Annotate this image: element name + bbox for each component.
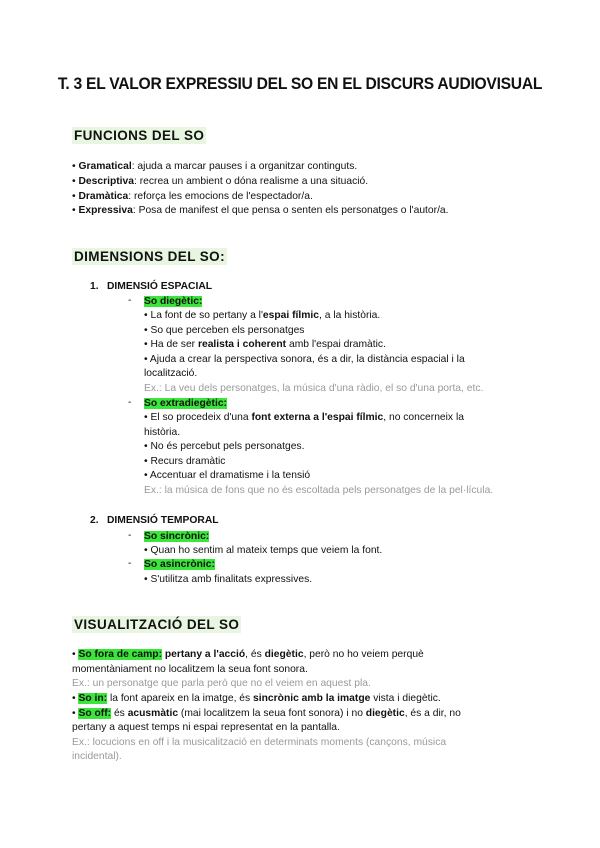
list-number: 1. — [90, 281, 99, 292]
list-item-continuation: pertany a aquest temps ni espai representat en la pantalla. — [72, 722, 340, 733]
list-item: • Recurs dramàtic — [144, 456, 226, 467]
list-item: • So fora de camp: pertany a l'acció, és diegètic, però no ho veiem perquè — [72, 649, 424, 660]
list-item: • La font de so pertany a l'espai fílmic, a la història. — [144, 310, 381, 321]
list-item: • Expressiva: Posa de manifest el que pensa o senten els personatges o l'autor/a. — [72, 205, 449, 216]
list-item: • So in: la font apareix en la imatge, és sincrònic amb la imatge vista i diegètic. — [72, 693, 441, 704]
dash-marker: - — [128, 397, 132, 408]
subsection-title-espacial: DIMENSIÓ ESPACIAL — [107, 281, 213, 292]
example-text: Ex.: La veu dels personatges, la música d'una ràdio, el so d'una porta, etc. — [144, 383, 484, 394]
page-title: T. 3 EL VALOR EXPRESSIU DEL SO EN EL DISCURS AUDIOVISUAL — [57, 74, 543, 93]
list-item: • Quan ho sentim al mateix temps que veiem la font. — [144, 545, 383, 556]
section-heading-visualitzacio: VISUALITZACIÓ DEL SO — [74, 617, 240, 632]
label-sincronic: So sincrònic: — [144, 531, 210, 542]
list-item: • So off: és acusmàtic (mai localitzem la seua font sonora) i no diegètic, és a dir, no — [72, 708, 461, 719]
list-item: • Accentuar el dramatisme i la tensió — [144, 470, 311, 481]
list-item: • Gramatical: ajuda a marcar pauses i a organitzar continguts. — [72, 161, 358, 172]
dash-marker: - — [128, 558, 132, 569]
list-item: • No és percebut pels personatges. — [144, 441, 305, 452]
section-heading-funcions: FUNCIONS DEL SO — [74, 128, 205, 143]
example-text-continuation: incidental). — [72, 751, 122, 762]
label-diegetic: So diegètic: — [144, 296, 203, 307]
list-item: • Dramàtica: reforça les emocions de l'espectador/a. — [72, 191, 313, 202]
list-item: • Descriptiva: recrea un ambient o dóna realisme a una situació. — [72, 176, 369, 187]
list-item: • So que perceben els personatges — [144, 325, 305, 336]
label-extradiegetic: So extradiegètic: — [144, 398, 227, 409]
dash-marker: - — [128, 295, 132, 306]
example-text: Ex.: locucions en off i la musicalització en determinats moments (cançons, música — [72, 737, 447, 748]
example-text: Ex.: un personatge que parla però que no el veiem en aquest pla. — [72, 678, 371, 689]
list-item-continuation: història. — [144, 427, 181, 438]
list-item: • Ha de ser realista i coherent amb l'espai dramàtic. — [144, 339, 386, 350]
list-item-continuation: momentàniament no localitzem la seua font sonora. — [72, 664, 308, 675]
label-asincronic: So asincrònic: — [144, 559, 215, 570]
list-item: • Ajuda a crear la perspectiva sonora, és a dir, la distància espacial i la — [144, 354, 465, 365]
section-heading-dimensions: DIMENSIONS DEL SO: — [74, 249, 225, 264]
list-item-continuation: localització. — [144, 368, 198, 379]
list-item: • S'utilitza amb finalitats expressives. — [144, 574, 313, 585]
dash-marker: - — [128, 530, 132, 541]
list-item: • El so procedeix d'una font externa a l'espai fílmic, no concerneix la — [144, 412, 464, 423]
example-text: Ex.: la música de fons que no és escoltada pels personatges de la pel·lícula. — [144, 485, 494, 496]
list-number: 2. — [90, 515, 99, 526]
subsection-title-temporal: DIMENSIÓ TEMPORAL — [107, 515, 219, 526]
